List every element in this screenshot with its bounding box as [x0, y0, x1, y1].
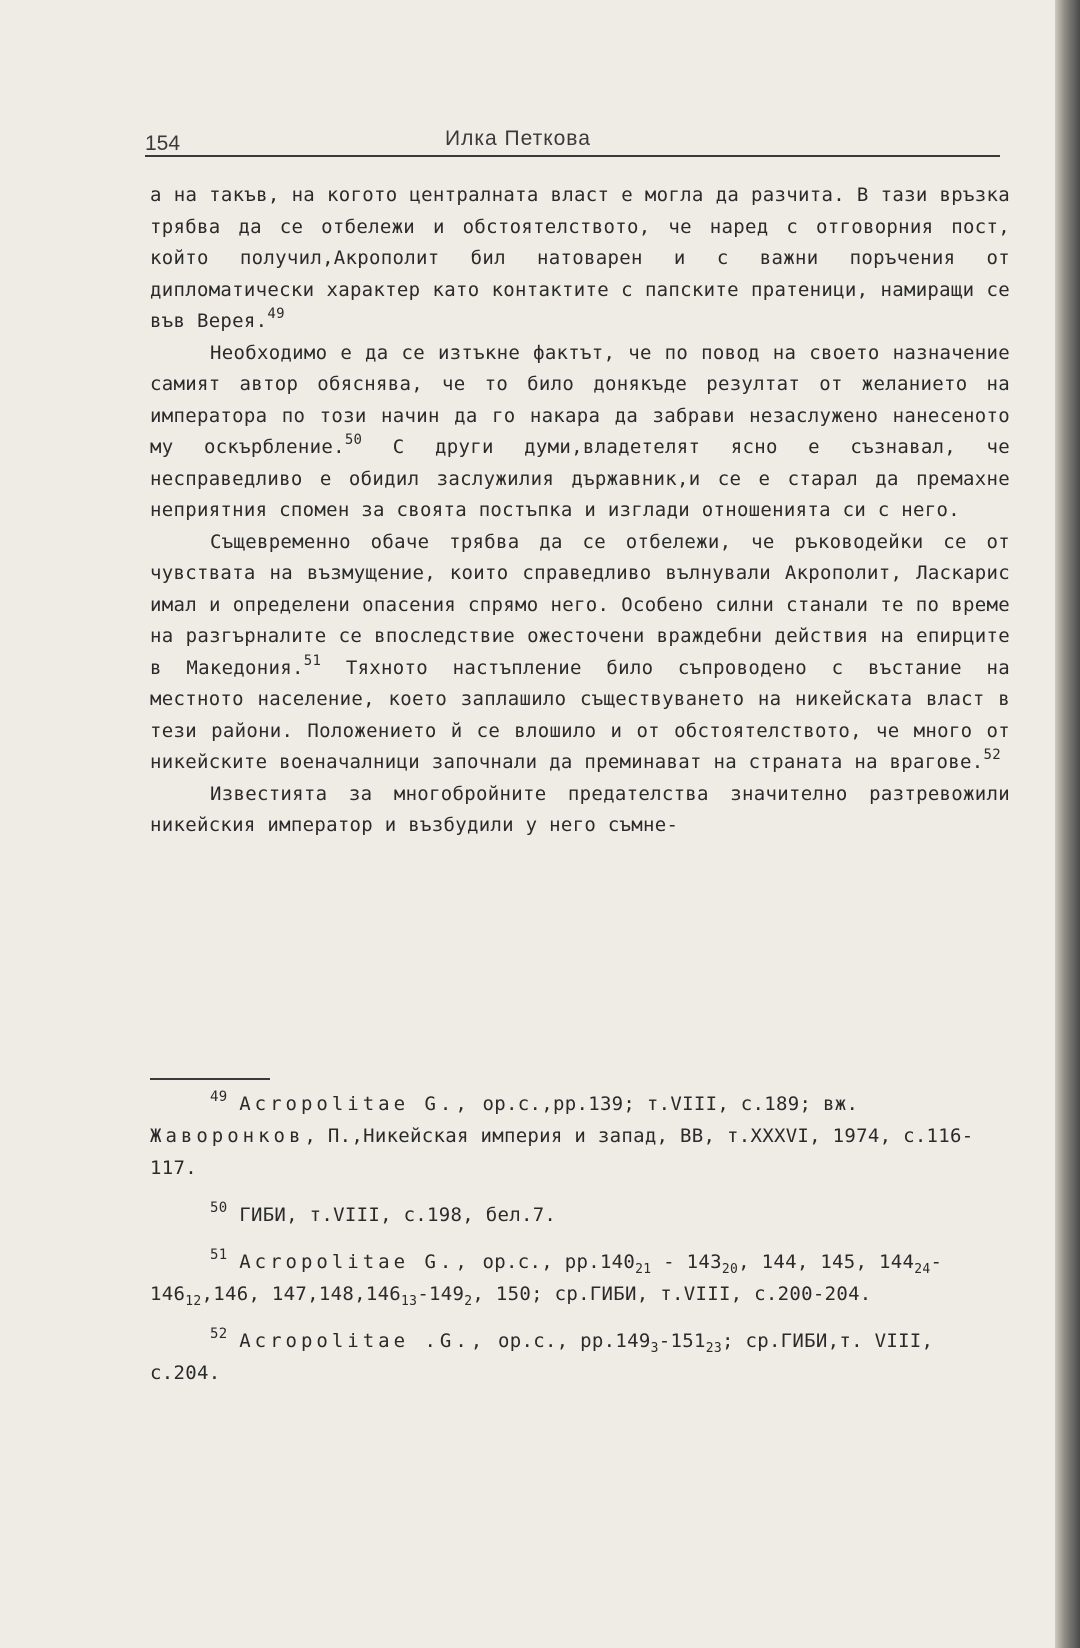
page-line-sub: 20: [721, 1261, 739, 1277]
footnote-text: - 143: [651, 1251, 722, 1273]
running-head-author: Илка Петкова: [445, 127, 591, 150]
page-number: 154: [145, 132, 181, 155]
footnote-ref-52[interactable]: 52: [983, 747, 1001, 763]
page-line-sub: 23: [705, 1340, 722, 1356]
footnote-50: [150, 1199, 1015, 1231]
paragraph-2: [150, 338, 1010, 527]
footnote-text: , 150; ср.ГИБИ, т.VIII, с.200-204.: [472, 1283, 872, 1305]
footnote-text: ,146, 147,148,146: [201, 1283, 402, 1305]
page-line-sub: 12: [185, 1293, 202, 1309]
footnote-text: -149: [417, 1283, 465, 1305]
footnote-ref-50[interactable]: 50: [344, 432, 363, 448]
paragraph-2-text-b: С други думи,владетелят ясно е съзнавал, че несправедливо е обидил заслужилия държавник,и се е старал да премахне неприятния спомен за своята постъпка и изглади отношенията си с него.: [150, 436, 1010, 521]
footnote-51: [150, 1246, 1015, 1310]
page-line-sub: 24: [914, 1261, 931, 1277]
page-line-sub: 21: [635, 1261, 652, 1277]
footnote-author: Acropolitae G.,: [239, 1093, 471, 1115]
footnote-text: , 144, 145, 144: [738, 1251, 915, 1273]
paragraph-3-text-b: Тяхното настъпление било съпроводено с въстание на местното население, което заплашило съществуването на никейската власт в тези райони. Положението й се влошило и от обстоятелството, че много от никейските военачалници започнали да преминават на страната на врагове.: [150, 656, 1011, 773]
page-line-sub: 2: [464, 1293, 473, 1309]
paragraph-1: [150, 180, 1010, 338]
footnote-author: Acropolitae G.,: [239, 1251, 471, 1273]
footnote-number: 52: [210, 1326, 228, 1342]
paragraph-3-text-a: Същевременно обаче трябва да се отбележи, че ръководейки се от чувствата на възмущение, които справедливо вълнували Акрополит, Ласкарис имал и определени опасения спрямо него. Особено силни станали те по време на разгърналите се впоследствие ожесточени враждебни действия на епирците в Македония.: [150, 530, 1010, 679]
header-rule: [145, 155, 1000, 157]
footnote-rule: [150, 1078, 270, 1080]
footnote-text: op.c., pp.149: [486, 1330, 651, 1352]
paragraph-2-text-a: Необходимо е да се изтъкне фактът, че по повод на своето назначение самият автор обяснява, че то било донякъде резултат от желанието на императора по този начин да го накара да забрави незаслужено нанесеното му оскърбление.: [150, 341, 1010, 458]
footnote-text: , П.,Никейская империя и запад, ВВ, т.XXXVI, 1974, с.116-117.: [150, 1125, 974, 1179]
footnote-52: [150, 1325, 1015, 1389]
page-line-sub: 13: [401, 1293, 418, 1309]
footnote-text: -146: [150, 1251, 943, 1305]
page-edge-shadow: [1055, 0, 1080, 1648]
main-text: [150, 180, 1010, 842]
footnote-number: 50: [210, 1200, 228, 1216]
footnote-number: 49: [210, 1089, 228, 1105]
footnote-author: Жаворонков: [150, 1125, 305, 1147]
paragraph-1-text: а на такъв, на когото централната власт е могла да разчита. В тази връзка трябва да се отбележи и обстоятелството, че наред с отговорния пост, който получил,Акрополит бил натоварен и с важни поръчения от дипломатически характер като контактите с папските пратеници, намиращи се във Верея.: [150, 184, 1010, 332]
paragraph-4: Известията за многобройните предателства значително разтревожили никейския император и възбудили у него съмне-: [150, 782, 1010, 836]
page-header: [145, 124, 1005, 158]
footnote-ref-49[interactable]: 49: [267, 306, 285, 322]
footnote-text: ГИБИ, т.VIII, с.198, бел.7.: [239, 1204, 557, 1226]
page-line-sub: 3: [650, 1340, 659, 1356]
footnote-49: [150, 1088, 1015, 1184]
paragraph-3: [150, 527, 1010, 779]
footnotes: [150, 1088, 1015, 1404]
footnote-ref-51[interactable]: 51: [303, 652, 322, 669]
footnote-number: 51: [210, 1247, 228, 1263]
footnote-text: op.c., pp.140: [470, 1251, 636, 1273]
footnote-author: Acropolitae .G.,: [239, 1330, 487, 1352]
footnote-text: op.c.,pp.139; т.VIII, с.189; вж.: [470, 1093, 859, 1115]
footnote-text: ; ср.ГИБИ,т. VIII, с.204.: [150, 1330, 934, 1384]
footnote-text: -151: [658, 1330, 706, 1352]
